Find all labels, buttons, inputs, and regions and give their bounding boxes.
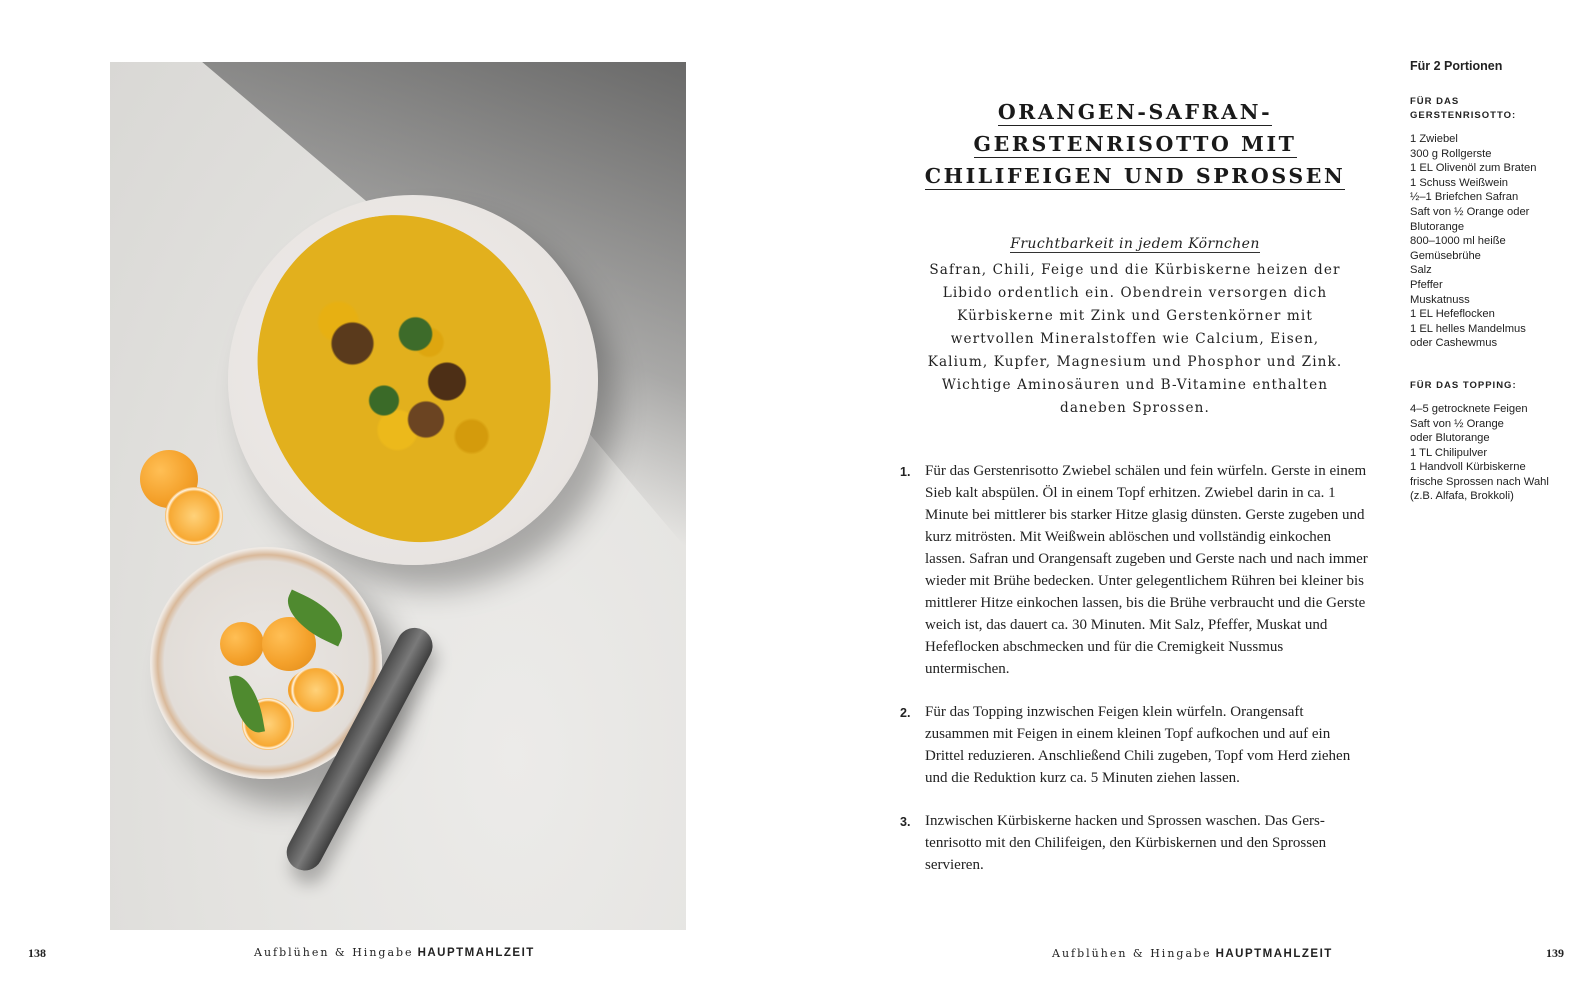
ingredient-item: 1 EL Hefeflocken (1410, 308, 1495, 321)
ingredient-item: Saft von ½ Orange (1410, 417, 1504, 430)
subtitle-text: Fruchtbarkeit in jedem Körnchen (1010, 236, 1260, 252)
ingredient-item: oder Cashewmus (1410, 337, 1498, 350)
step-number: 1. (900, 465, 911, 479)
ingredient-item: 1 Handvoll Kürbiskerne (1410, 461, 1526, 474)
recipe-step (900, 701, 1370, 789)
ingredient-item: Pfeffer (1410, 278, 1443, 291)
step-number: 3. (900, 815, 911, 829)
servings: Für 2 Portionen (1410, 59, 1503, 73)
recipe-step (900, 460, 1370, 680)
ingredient-item: Muskatnuss (1410, 293, 1470, 306)
title-line: ORANGEN-SAFRAN- (997, 100, 1273, 124)
ingredient-item: Salz (1410, 264, 1432, 277)
running-title-text: Aufblühen & Hingabe (254, 946, 414, 959)
page-number: 139 (1546, 946, 1564, 960)
ingredient-item: oder Blutorange (1410, 432, 1490, 445)
ingredient-item: 1 Zwiebel (1410, 133, 1458, 145)
ingredient-item: 300 g Rollgerste (1410, 147, 1492, 160)
running-title-text: Aufblühen & Hingabe (1052, 947, 1212, 960)
ingredient-item: 1 Schuss Weißwein (1410, 176, 1509, 189)
ingredient-item: 1 TL Chilipulver (1410, 446, 1488, 459)
orange-bowl-1 (220, 622, 264, 666)
title-line: CHILIFEIGEN UND SPROSSEN (924, 164, 1346, 188)
ingredient-list (1410, 132, 1580, 351)
ingredients-sidebar (1410, 59, 1580, 532)
running-title (254, 946, 535, 959)
ingredient-item: 800–1000 ml heiße (1410, 235, 1506, 248)
orange-half (165, 487, 223, 545)
ingredient-item: ½–1 Briefchen Safran (1410, 191, 1519, 204)
recipe-intro: Safran, Chili, Feige und die Kürbiskerne heizen der Libido ordentlich ein. Obendrein versorgen dich Kürbiskerne mit Zink und Gerstenkörner mit wertvollen Mineralstoffen wie Calcium, Eisen, Kalium, Kupfer, Magnesium und Phosphor und Zink. Wichtige Aminosäuren und B-Vitamine enthalten daneben Sprossen. (927, 262, 1343, 416)
step-text: Für das Gerstenrisotto Zwiebel schälen und fein würfeln. Gerste in einem Sieb kalt abspülen. Öl in einem Topf erhitzen. Zwiebel darin in ca. 1 Minute bei mittlerer bis starker Hitze glasig dünsten. Gerste zugeben und kurz mitrösten. Mit Weißwein ablöschen und vollständig einkochen lassen. Safran und Orangensaft zugeben und Gerste nach und nach immer wieder mit Brühe bedecken. Unter gelegentlichem Rühren bei kleiner bis mittlerer Hitze einkochen lassen, bis die Brühe verbraucht und die Gerste weich ist, das dauert ca. 30 Minuten. Mit Salz, Pfeffer, Muskat und Hefeflocken abschmecken und für die Cremigkeit Nussmus untermischen. (925, 463, 1368, 677)
step-text: Für das Topping inzwischen Feigen klein würfeln. Orangensaft zusammen mit Feigen in einem kleinen Topf aufkochen und auf ein Drittel reduzieren. Anschließend Chili zugeben, Topf vom Herd ziehen und die Reduktion kurz ca. 5 Minuten ziehen lassen. (925, 704, 1351, 786)
fig-topping (300, 277, 510, 467)
ingredient-item: 4–5 getrocknete Feigen (1410, 402, 1528, 415)
ingredient-item: frische Sprossen nach Wahl (1410, 475, 1549, 488)
title-line: GERSTENRISOTTO MIT (973, 132, 1297, 156)
page-number: 138 (28, 946, 46, 960)
ingredient-item: (z.B. Alfafa, Brokkoli) (1410, 490, 1514, 503)
recipe-photo (110, 62, 686, 930)
step-text: Inzwischen Kürbiskerne hacken und Sprossen waschen. Das Gerstenrisotto mit den Chilifeigen, den Kürbiskernen und den Sprossen servieren. (925, 813, 1327, 873)
ingredient-list (1410, 402, 1580, 504)
step-number: 2. (900, 706, 911, 720)
ingredient-heading: FÜR DAS GERSTENRISOTTO: (1410, 96, 1517, 121)
ingredient-heading: FÜR DAS TOPPING: (1410, 379, 1517, 391)
footer-right (1052, 946, 1564, 961)
footer-left (28, 946, 548, 961)
running-title (1052, 947, 1333, 960)
recipe-subtitle (890, 236, 1380, 252)
recipe-step (900, 810, 1370, 876)
ingredient-item: 1 EL helles Mandelmus (1410, 322, 1526, 335)
section-label: HAUPTMAHLZEIT (1215, 948, 1333, 960)
recipe-title (890, 96, 1380, 192)
ingredient-item: Saft von ½ Orange oder (1410, 205, 1530, 218)
ingredient-item: Gemüsebrühe (1410, 249, 1481, 262)
orange-bowl-3 (288, 668, 344, 712)
ingredient-item: 1 EL Olivenöl zum Braten (1410, 162, 1537, 175)
ingredient-item: Blutorange (1410, 220, 1465, 233)
ingredient-group (1410, 379, 1580, 504)
section-label: HAUPTMAHLZEIT (417, 947, 535, 959)
recipe-steps (900, 460, 1370, 897)
ingredient-group (1410, 95, 1580, 351)
